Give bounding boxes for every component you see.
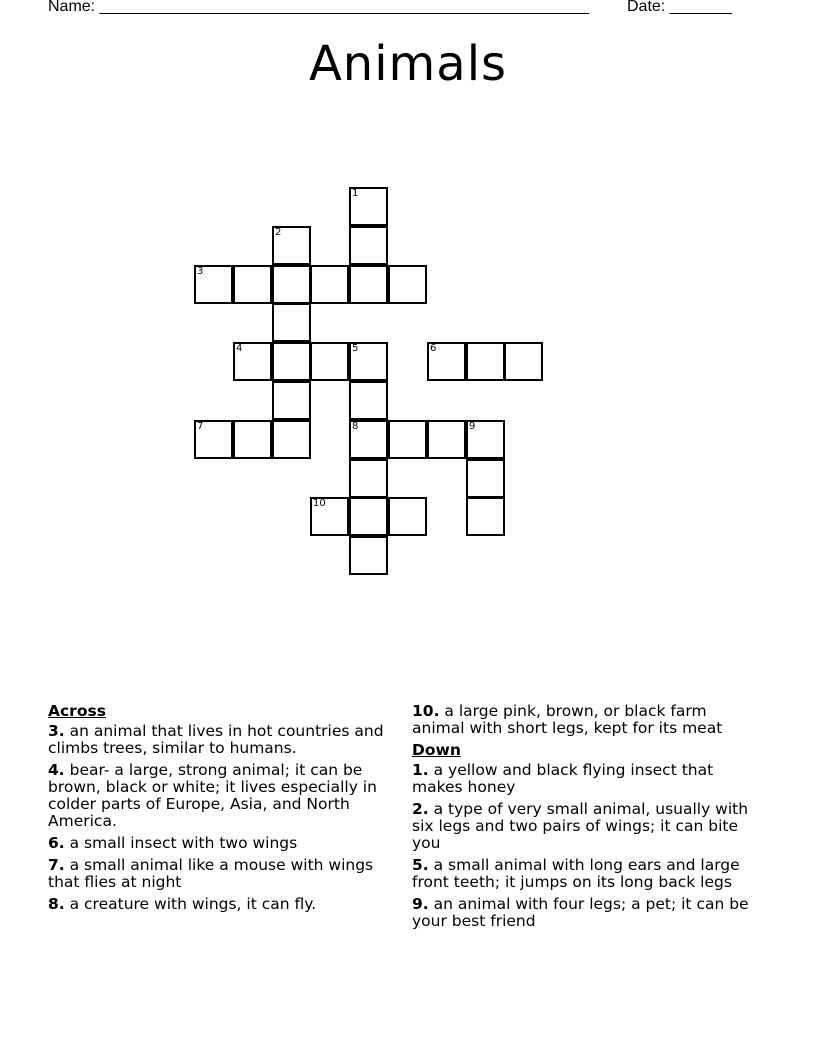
clue-across-4: [48, 762, 398, 830]
clue-text: a creature with wings, it can fly.: [64, 895, 317, 913]
clues-left-column: [48, 703, 398, 918]
grid-cell[interactable]: [349, 226, 388, 265]
grid-cell[interactable]: [272, 265, 311, 304]
clue-down-9: [412, 896, 762, 930]
clue-text: bear- a large, strong animal; it can be brown, black or white; it lives especially in colder parts of Europe, Asia, and North America.: [48, 761, 377, 830]
grid-cell[interactable]: [233, 420, 272, 459]
clue-number: 2.: [412, 800, 429, 818]
clue-number: 1.: [412, 761, 429, 779]
clue-number: 9.: [412, 895, 429, 913]
grid-cell[interactable]: [272, 420, 311, 459]
grid-cell[interactable]: [349, 497, 388, 536]
cell-number: 1: [352, 188, 359, 199]
clue-across-10: [412, 703, 762, 737]
clue-down-5: [412, 857, 762, 891]
grid-cell[interactable]: [349, 265, 388, 304]
clue-text: an animal with four legs; a pet; it can be your best friend: [412, 895, 749, 930]
grid-cell[interactable]: [310, 265, 349, 304]
grid-cell[interactable]: [466, 420, 505, 459]
cell-number: 3: [197, 266, 204, 277]
cell-number: 8: [352, 421, 359, 432]
grid-cell[interactable]: [349, 381, 388, 420]
grid-cell[interactable]: [349, 342, 388, 381]
grid-cell[interactable]: [233, 265, 272, 304]
clue-text: a small animal with long ears and large front teeth; it jumps on its long back legs: [412, 856, 740, 891]
clue-number: 3.: [48, 722, 65, 740]
clue-across-6: [48, 835, 398, 852]
clue-number: 10.: [412, 702, 440, 720]
date-field[interactable]: Date: _______: [627, 0, 732, 15]
clue-text: a type of very small animal, usually with six legs and two pairs of wings; it can bite you: [412, 800, 749, 852]
grid-cell[interactable]: [466, 497, 505, 536]
grid-cell[interactable]: [349, 459, 388, 498]
clue-text: a large pink, brown, or black farm animal with short legs, kept for its meat: [412, 702, 723, 737]
grid-cell[interactable]: [233, 342, 272, 381]
grid-cell[interactable]: [466, 342, 505, 381]
clue-text: a small animal like a mouse with wings that flies at night: [48, 856, 374, 891]
grid-cell[interactable]: [194, 265, 233, 304]
grid-cell[interactable]: [427, 342, 466, 381]
grid-cell[interactable]: [349, 536, 388, 575]
grid-cell[interactable]: [504, 342, 543, 381]
clues-right-column: [412, 703, 762, 935]
cell-number: 2: [275, 227, 282, 238]
grid-cell[interactable]: [388, 497, 427, 536]
down-heading: Down: [412, 741, 461, 759]
cell-number: 6: [430, 343, 437, 354]
clue-across-7: [48, 857, 398, 891]
cell-number: 4: [236, 343, 243, 354]
cell-number: 9: [469, 421, 476, 432]
grid-cell[interactable]: [272, 303, 311, 342]
grid-cell[interactable]: [272, 226, 311, 265]
grid-cell[interactable]: [194, 420, 233, 459]
grid-cell[interactable]: [388, 265, 427, 304]
grid-cell[interactable]: [388, 420, 427, 459]
across-heading: Across: [48, 702, 106, 720]
page-title: Animals: [308, 36, 508, 92]
clue-number: 4.: [48, 761, 65, 779]
cell-number: 5: [352, 343, 359, 354]
grid-cell[interactable]: [349, 187, 388, 226]
name-field[interactable]: Name: _______________________________________________________: [48, 0, 589, 15]
clue-text: a small insect with two wings: [64, 834, 298, 852]
clue-across-8: [48, 896, 398, 913]
clue-number: 7.: [48, 856, 65, 874]
grid-cell[interactable]: [349, 420, 388, 459]
clue-number: 5.: [412, 856, 429, 874]
clue-across-3: [48, 723, 398, 757]
clue-down-2: [412, 801, 762, 852]
clue-number: 8.: [48, 895, 65, 913]
grid-cell[interactable]: [272, 342, 311, 381]
grid-cell[interactable]: [427, 420, 466, 459]
clue-down-1: [412, 762, 762, 796]
cell-number: 10: [313, 498, 326, 509]
clue-text: a yellow and black flying insect that makes honey: [412, 761, 714, 796]
grid-cell[interactable]: [310, 497, 349, 536]
grid-cell[interactable]: [310, 342, 349, 381]
grid-cell[interactable]: [466, 459, 505, 498]
clue-number: 6.: [48, 834, 65, 852]
grid-cell[interactable]: [272, 381, 311, 420]
clue-text: an animal that lives in hot countries and climbs trees, similar to humans.: [48, 722, 384, 757]
cell-number: 7: [197, 421, 204, 432]
